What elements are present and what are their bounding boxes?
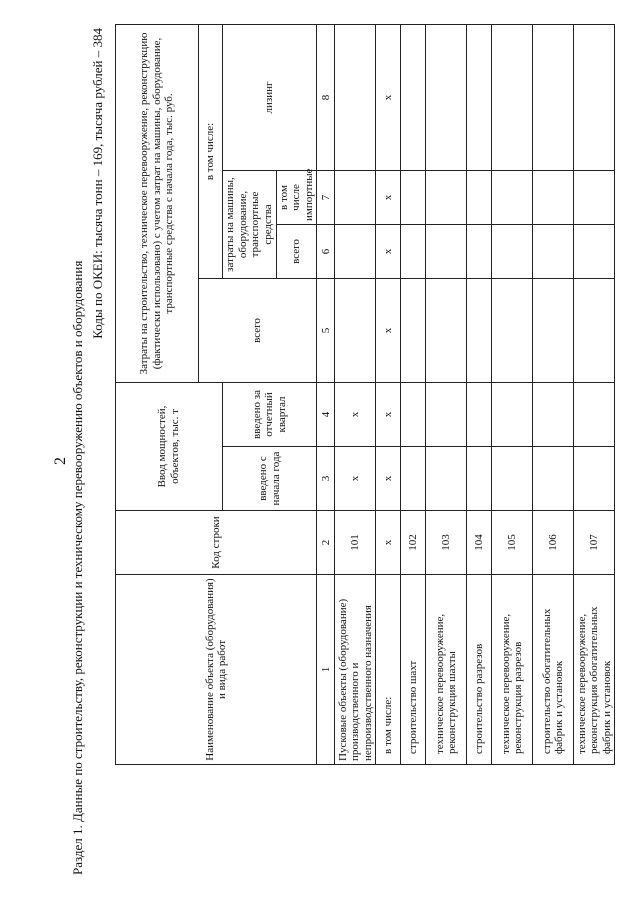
col-number: 8 [317,24,335,170]
table-row [533,24,574,764]
row-name: строительство шахт [401,575,426,765]
table-row [376,24,401,764]
cell: х [376,171,401,225]
cell[interactable] [533,383,574,447]
column-numbers-row [317,24,335,764]
cell[interactable] [492,24,533,170]
cell[interactable] [401,171,426,225]
table-row [574,24,615,764]
cell[interactable] [533,447,574,511]
cell[interactable] [467,24,492,170]
cell[interactable]: х [335,383,376,447]
cell[interactable] [467,383,492,447]
cell[interactable]: х [335,447,376,511]
cell: х [376,279,401,383]
cell[interactable] [492,279,533,383]
row-name: техническое перевооружение, реконструкция обогатительных фабрик и установок [574,575,615,765]
row-name: строительство разрезов [467,575,492,765]
col-number: 1 [317,575,335,765]
cell[interactable] [401,279,426,383]
cell[interactable] [401,24,426,170]
col-number: 5 [317,279,335,383]
cell[interactable] [467,171,492,225]
cell[interactable] [574,225,615,279]
header-machines: затраты на машины, оборудование, транспортные средства [223,171,277,279]
cell: х [376,447,401,511]
cell[interactable] [426,24,467,170]
col-number: 2 [317,511,335,575]
row-name: техническое перевооружение, реконструкция шахты [426,575,467,765]
cell[interactable] [574,383,615,447]
cell[interactable] [492,383,533,447]
table-row [426,24,467,764]
cell: х [376,225,401,279]
cell[interactable] [533,279,574,383]
cell[interactable] [335,171,376,225]
row-code: 105 [492,511,533,575]
row-code: 107 [574,511,615,575]
cell[interactable] [401,225,426,279]
col-number: 4 [317,383,335,447]
cell[interactable] [574,447,615,511]
cell[interactable] [533,171,574,225]
cell: х [376,24,401,170]
row-name: Пусковые объекты (оборудование) производственного и непроизводственного назначения [335,575,376,765]
cell[interactable] [492,225,533,279]
cell[interactable] [426,171,467,225]
cell[interactable] [335,225,376,279]
col-number: 6 [317,225,335,279]
cell[interactable] [533,24,574,170]
header-name: Наименование объекта (оборудования) и вида работ [116,575,317,765]
header-capacity: Ввод мощностей, объектов, тыс. т [116,383,223,511]
cell[interactable] [574,279,615,383]
row-code: 106 [533,511,574,575]
cell[interactable] [426,279,467,383]
header-costs-total: всего [199,279,317,383]
page-number: 2 [52,457,69,465]
row-name: в том числе: [376,575,401,765]
header-including: в том числе: [199,24,223,278]
cell[interactable] [426,383,467,447]
header-cap-start: введено с начала года [223,447,317,511]
cell[interactable] [467,447,492,511]
header-machines-import: в том числе импортные [276,171,317,225]
cell: х [376,383,401,447]
table-row [492,24,533,764]
table-row [467,24,492,764]
table-row [335,24,376,764]
col-number: 7 [317,171,335,225]
table-row [401,24,426,764]
row-code: 103 [426,511,467,575]
row-code: 101 [335,511,376,575]
row-code: 102 [401,511,426,575]
cell[interactable] [401,383,426,447]
row-name: строительство обогатительных фабрик и установок [533,575,574,765]
cell[interactable] [335,24,376,170]
header-leasing: лизинг [223,24,317,170]
data-table [115,24,615,765]
cell[interactable] [335,279,376,383]
col-number: 3 [317,447,335,511]
header-machines-total: всего [276,225,317,279]
row-code: х [376,511,401,575]
header-costs: Затраты на строительство, техническое перевооружение, реконструкцию (фактически использовано) с учетом затрат на машины, оборудование, транспортные средства с начала года, тыс. руб. [116,24,199,382]
cell[interactable] [574,171,615,225]
cell[interactable] [467,225,492,279]
section-title: Раздел 1. Данные по строительству, реконструкции и техническому перевооружению объектов и оборудования [70,260,85,875]
cell[interactable] [492,171,533,225]
cell[interactable] [426,225,467,279]
cell[interactable] [426,447,467,511]
header-code: Код строки [116,511,317,575]
cell[interactable] [467,279,492,383]
cell[interactable] [492,447,533,511]
cell[interactable] [401,447,426,511]
header-cap-quarter: введено за отчетный квартал [223,383,317,447]
okei-codes: Коды по ОКЕИ: тысяча тонн – 169, тысяча рублей – 384 [90,28,105,339]
cell[interactable] [574,24,615,170]
row-name: техническое перевооружение, реконструкция разрезов [492,575,533,765]
cell[interactable] [533,225,574,279]
row-code: 104 [467,511,492,575]
